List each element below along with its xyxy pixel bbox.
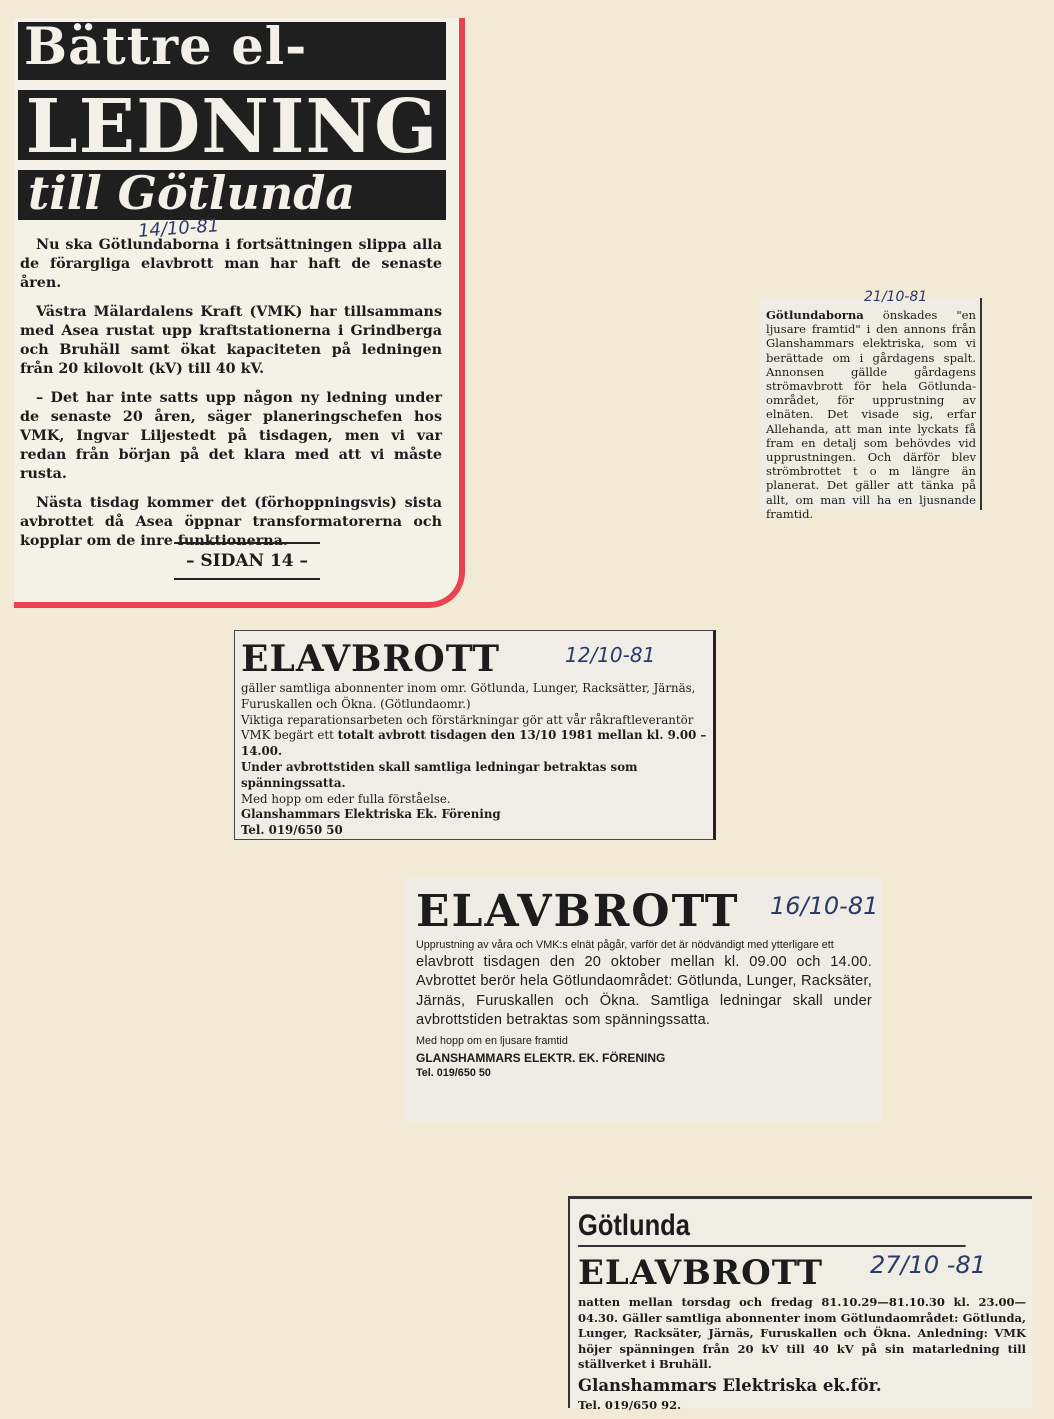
article-body — [20, 236, 442, 561]
ad-line: Under avbrottstiden skall samtliga ledningar betraktas som spänningssatta. — [241, 759, 638, 790]
ad-line-part: Viktiga reparationsarbeten och förstärkningar gör att vår råkraftleverantör VMK begärt ett — [241, 712, 694, 743]
headline-line-1: Bättre el- — [18, 22, 446, 80]
ad-organization: GLANSHAMMARS ELEKTR. EK. FÖRENING — [416, 1050, 666, 1065]
headline-line-3: till Götlunda — [18, 170, 446, 220]
ad-hope: Med hopp om en ljusare framtid — [416, 1034, 568, 1047]
ad-clipping-3 — [568, 1196, 1032, 1412]
ad-telephone: Tel. 019/650 50 — [416, 1066, 491, 1079]
article-paragraph: Nu ska Götlundaborna i fortsättningen slippa alla de förargliga elavbrott man har haft de senaste åren. — [20, 237, 442, 291]
ad-line — [241, 713, 707, 760]
ad-line-part: totalt avbrott tisdagen den 13/10 1981 mellan kl. 9.00 – 14.00. — [241, 728, 707, 759]
article-paragraph: Nästa tisdag kommer det (förhoppningsvis) sista avbrottet då Asea öppnar transformatorerna och kopplar om de inre funktionerna. — [20, 495, 442, 549]
ad-line: Med hopp om eder fulla förståelse. — [241, 791, 451, 806]
handwritten-date: 21/10-81 — [864, 289, 928, 305]
page-reference: – SIDAN 14 – — [174, 542, 320, 580]
handwritten-date: 27/10 -81 — [870, 1251, 986, 1279]
ad-title: ELAVBROTT — [578, 1253, 824, 1293]
article-clipping — [14, 18, 465, 608]
handwritten-date: 16/10-81 — [770, 892, 879, 920]
headline-line-2: LEDNING — [18, 90, 446, 160]
ad-intro: Upprustning av våra och VMK:s elnät pågår, varför det är nödvändigt med ytterligare ett — [416, 939, 834, 951]
ad-organization: Glanshammars Elektriska Ek. Förening — [241, 807, 501, 822]
ad-body: natten mellan torsdag och fredag 81.10.29—81.10.30 kl. 23.00—04.30. Gäller samtliga abonnenter inom Götlundaområdet: Götlunda, Lunger, Racksäter, Järnäs, Furuskallen och Ökna. Anledning: VMK höjer spänningen från 20 kV till 40 kV på sin matarledning till ställverket i Bruhäll. — [578, 1295, 1026, 1372]
ad-body — [241, 681, 707, 839]
ad-telephone: Tel. 019/650 50 — [241, 823, 343, 838]
ad-organization: Glanshammars Elektriska ek.för. — [578, 1375, 882, 1395]
ad-place: Götlunda — [578, 1207, 966, 1247]
notice-lead: Götlundaborna — [766, 308, 864, 322]
article-paragraph: Västra Mälardalens Kraft (VMK) har tillsammans med Asea rustat upp kraftstationerna i Grindberga och Bruhäll samt ökat kapaciteten på ledningen från 20 kilovolt (kV) till 40 kV. — [20, 304, 442, 377]
article-paragraph: – Det har inte satts upp någon ny ledning under de senaste 20 åren, säger planeringschefen hos VMK, Ingvar Liljestedt på tisdagen, men vi var redan från början på det klara med att vi måste rusta. — [20, 390, 442, 482]
ad-clipping-1 — [234, 630, 716, 840]
ad-clipping-2 — [404, 878, 882, 1122]
ad-telephone: Tel. 019/650 92. — [578, 1397, 682, 1412]
notice-text: önskades "en ljusare framtid" i den annons från Glanshammars elektriska, som vi berättade om i gårdagens spalt. Annonsen gällde gårdagens strömavbrott för hela Götlunda-området, för upprustning av elnäten. Det visade sig, erfar Allehanda, att man inte lyckats få fram en detalj som behövdes vid upprustningen. Och därför blev strömbrottet t o m längre än planerat. Det gäller att tänka på allt, om man vill ha en ljusnande framtid. — [766, 308, 976, 521]
ad-title: ELAVBROTT — [241, 638, 500, 680]
notice-clipping — [760, 289, 982, 521]
ad-main-text: elavbrott tisdagen den 20 oktober mellan kl. 09.00 och 14.00. Avbrottet berör hela Götlundaområdet: Götlunda, Lunger, Racksäter, Järnäs, Furuskallen och Ökna. Samtliga ledningar skall under avbrottstiden betraktas som spänningssatta. — [416, 954, 872, 1029]
ad-title: ELAVBROTT — [416, 886, 740, 937]
handwritten-date: 14/10-81 — [137, 215, 220, 242]
handwritten-date: 12/10-81 — [565, 643, 656, 667]
ad-line: gäller samtliga abonnenter inom omr. Götlunda, Lunger, Racksätter, Järnäs, Furuskallen och Ökna. (Götlundaomr.) — [241, 681, 696, 711]
